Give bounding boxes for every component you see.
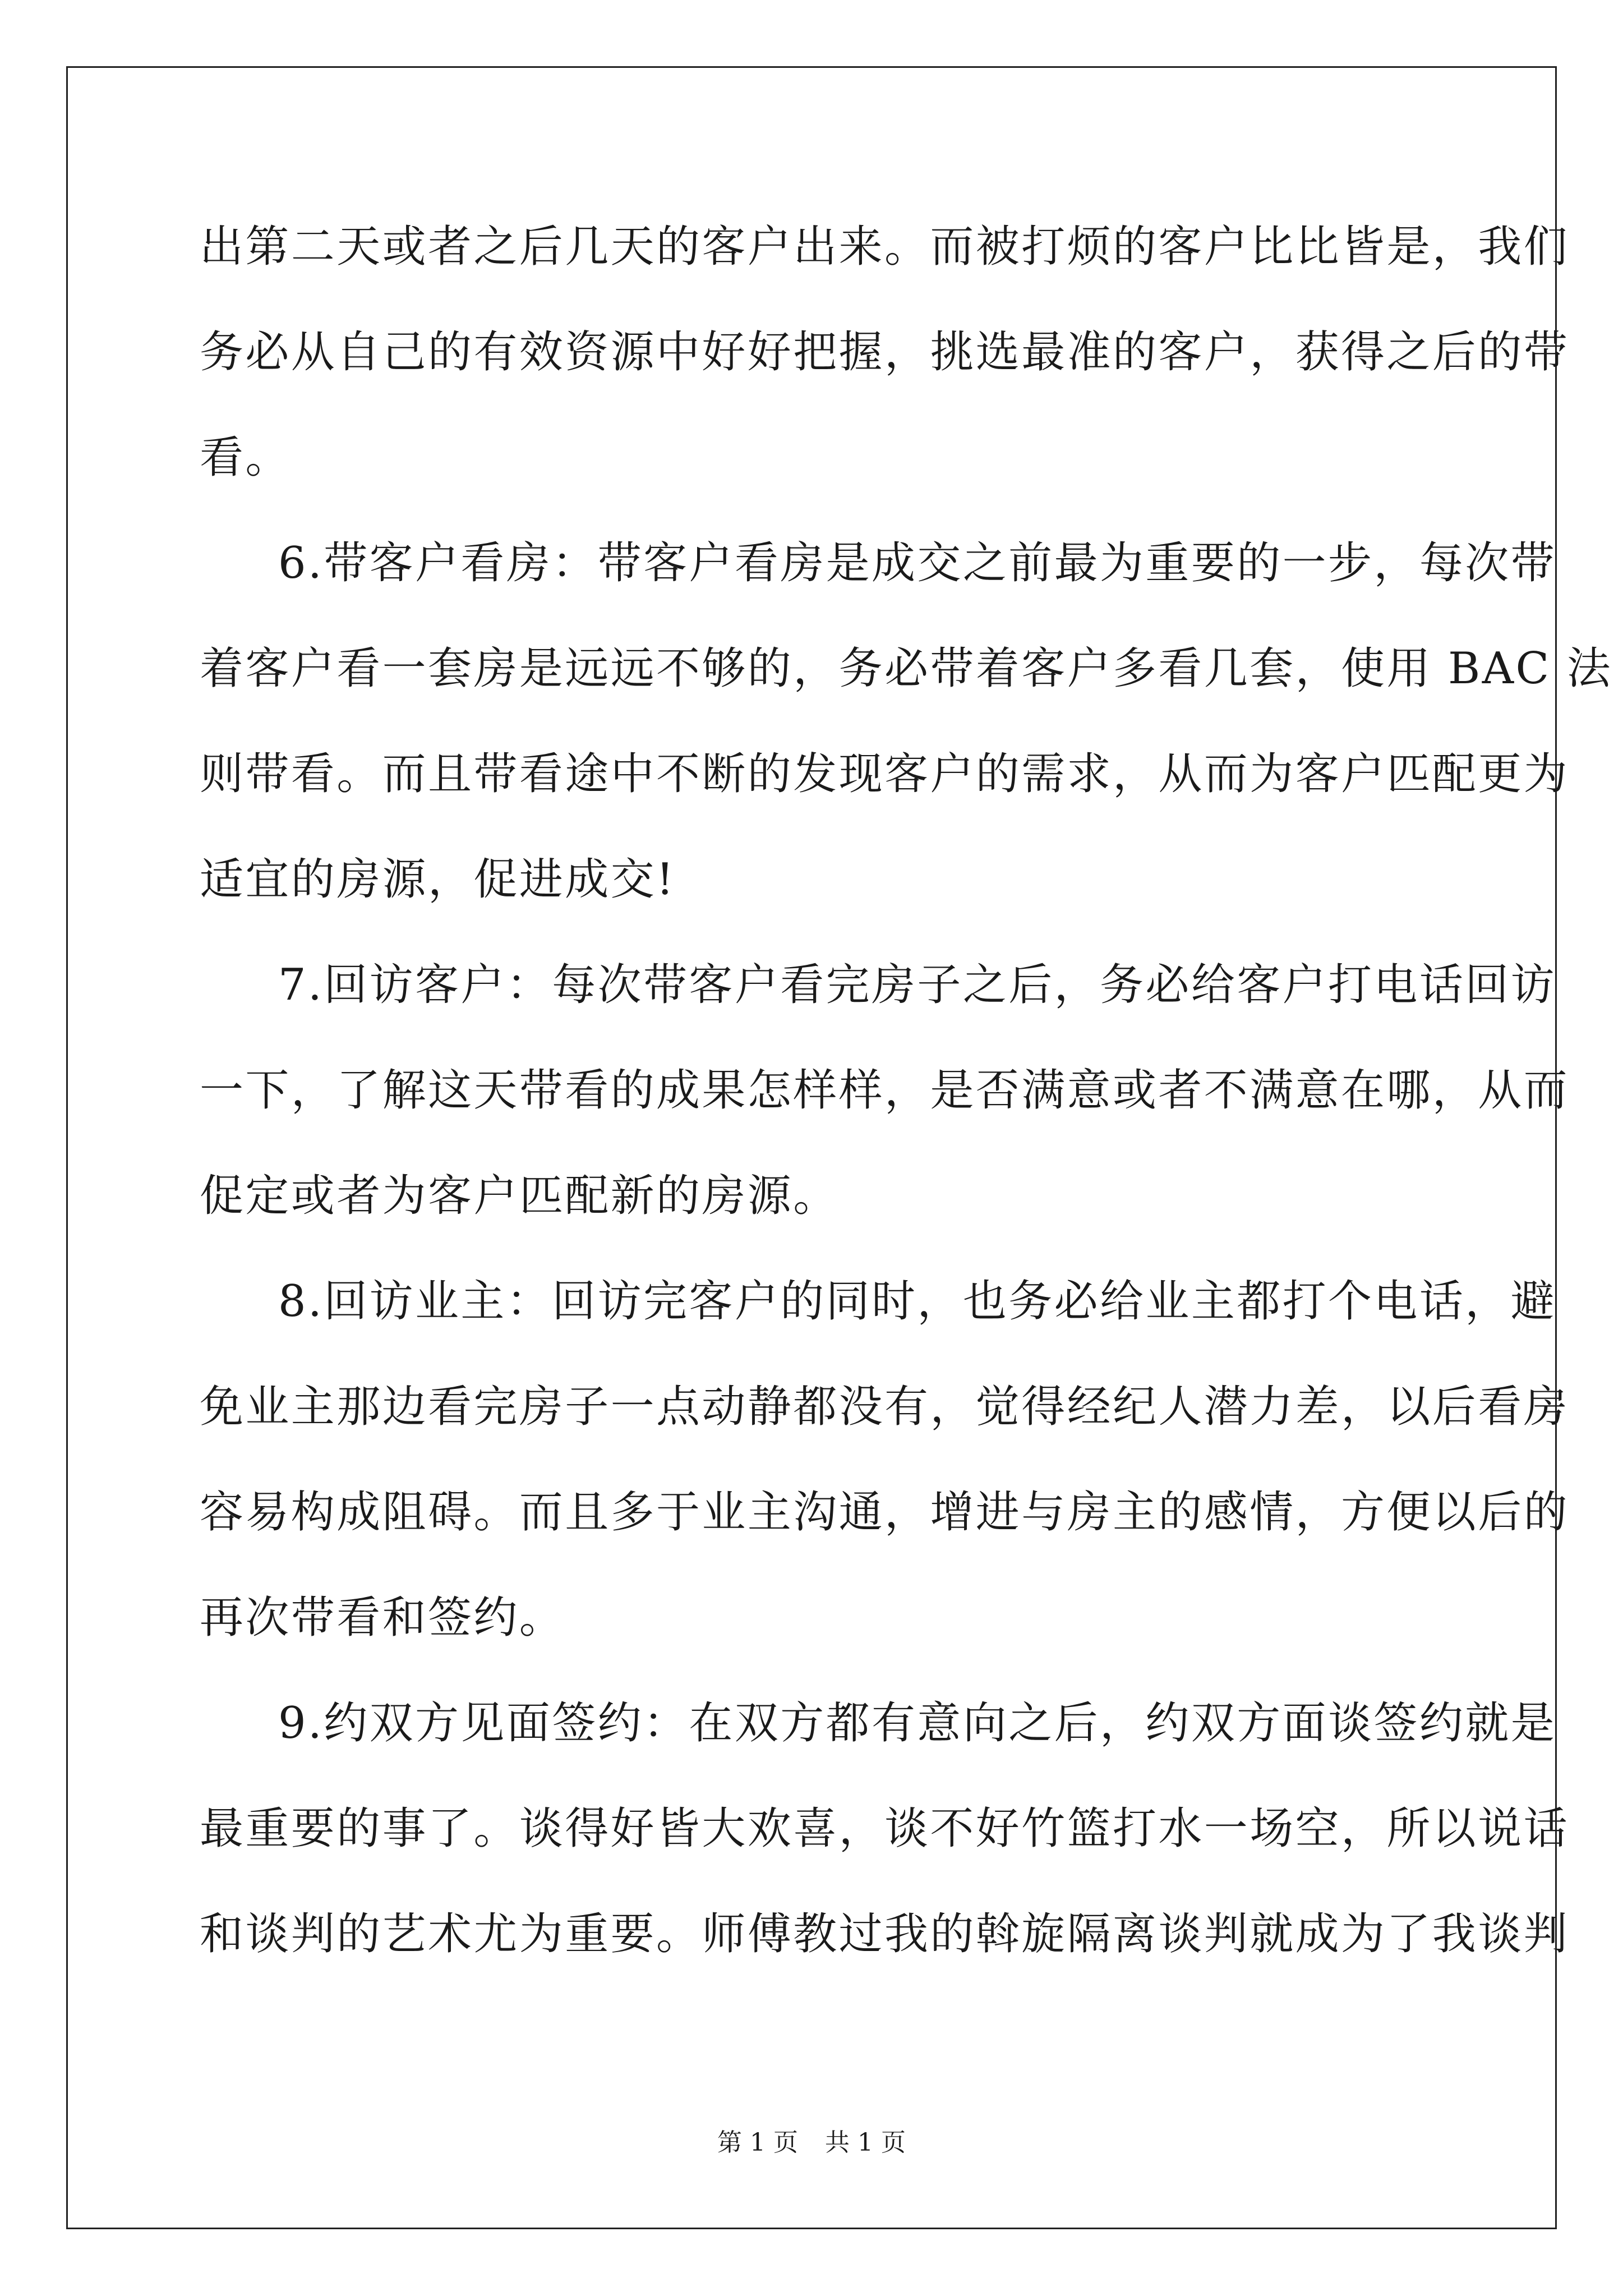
text-line: 再次带看和签约。 — [200, 1593, 565, 1643]
page-footer — [0, 2127, 1623, 2159]
paragraph-start-line: 7.回访客户：每次带客户看完房子之后，务必给客户打电话回访 — [278, 960, 1557, 1010]
text-line: 务必从自己的有效资源中好好把握，挑选最准的客户，获得之后的带 — [200, 327, 1570, 378]
text-line: 适宜的房源，促进成交! — [200, 854, 676, 905]
text-line: 出第二天或者之后几天的客户出来。而被打烦的客户比比皆是，我们 — [200, 222, 1570, 272]
text-line: 促定或者为客户匹配新的房源。 — [200, 1171, 839, 1221]
text-line: 免业主那边看完房子一点动静都没有，觉得经纪人潜力差，以后看房 — [200, 1382, 1570, 1432]
text-line: 和谈判的艺术尤为重要。师傅教过我的斡旋隔离谈判就成为了我谈判 — [200, 1909, 1570, 1959]
paragraph-start-line: 6.带客户看房：带客户看房是成交之前最为重要的一步，每次带 — [278, 538, 1557, 588]
document-body — [200, 220, 1613, 1961]
paragraph-start-line: 8.回访业主：回访完客户的同时，也务必给业主都打个电话，避 — [278, 1276, 1557, 1327]
text-line: 看。 — [200, 432, 291, 483]
paragraph-start-line: 9.约双方见面签约：在双方都有意向之后，约双方面谈签约就是 — [278, 1698, 1557, 1749]
text-line: 一下，了解这天带看的成果怎样样，是否满意或者不满意在哪，从而 — [200, 1065, 1570, 1116]
page-number-current: 第 1 页 — [717, 2128, 798, 2157]
text-line: 容易构成阻碍。而且多于业主沟通，增进与房主的感情，方便以后的 — [200, 1487, 1570, 1538]
text-line: 则带看。而且带看途中不断的发现客户的需求，从而为客户匹配更为 — [200, 749, 1570, 799]
text-line: 最重要的事了。谈得好皆大欢喜，谈不好竹篮打水一场空，所以说话 — [200, 1803, 1570, 1854]
page-number-total: 共 1 页 — [825, 2128, 906, 2157]
text-line: 着客户看一套房是远远不够的，务必带着客户多看几套，使用 BAC 法 — [200, 643, 1613, 694]
